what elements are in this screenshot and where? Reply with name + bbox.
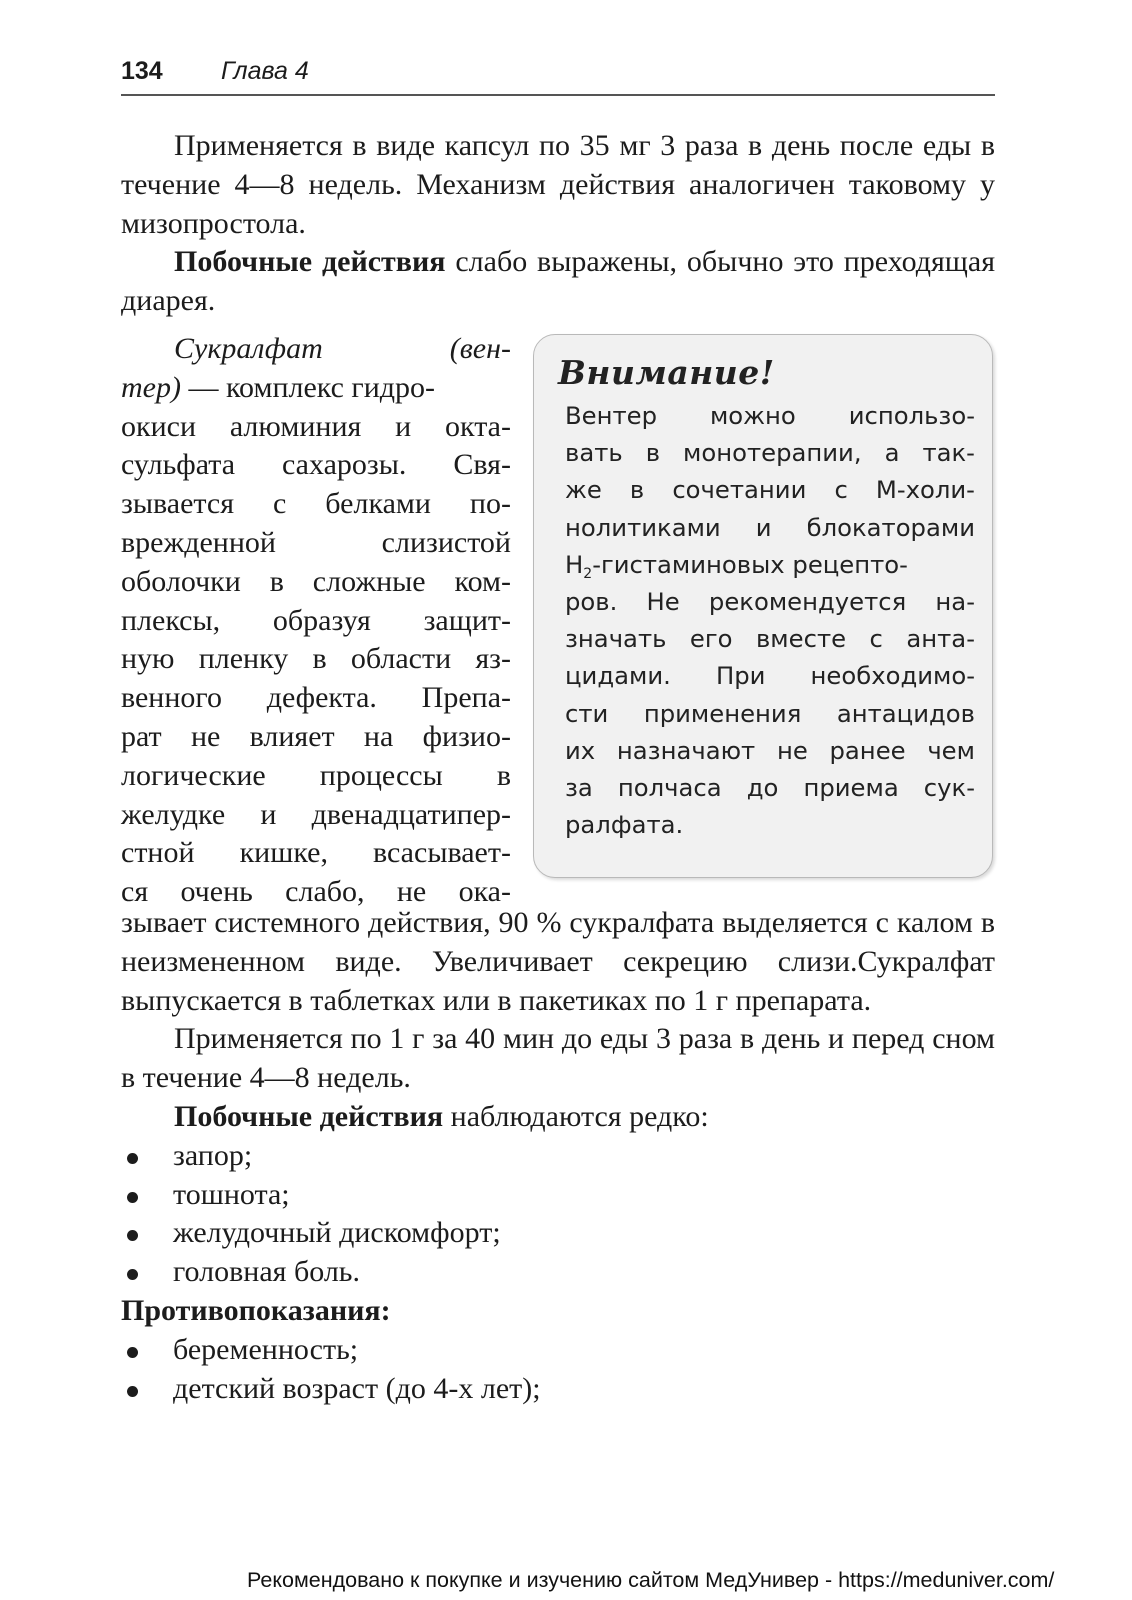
- drug-name: Сукралфат: [174, 332, 323, 365]
- word: в: [269, 564, 284, 598]
- word: же: [565, 475, 602, 505]
- note-line: [565, 471, 975, 508]
- paragraph-dosage: Применяется в виде капсул по 35 мг 3 раза в день после еды в течение 4—8 недель. Механизм действия аналогичен таковому у мизопростола.: [121, 129, 995, 240]
- list-item: [121, 1214, 995, 1253]
- word: не: [396, 875, 427, 909]
- word: в: [496, 758, 511, 792]
- word: сочетании: [672, 475, 807, 505]
- page-number: 134: [121, 57, 163, 85]
- contraindications-list: [121, 1331, 995, 1409]
- word: двенадцатипер-: [311, 797, 511, 831]
- text-line: [121, 679, 511, 718]
- word: с: [834, 475, 848, 505]
- text-line-rest: — комплекс гидро-: [180, 370, 436, 404]
- word: слабо,: [285, 875, 365, 909]
- text-line: [121, 563, 511, 602]
- word: защит-: [423, 603, 511, 637]
- word: рекомендуется: [708, 586, 907, 616]
- word: назначают: [616, 735, 756, 765]
- word: ранее: [829, 735, 906, 765]
- word: так-: [922, 438, 975, 468]
- note-line: [565, 583, 975, 620]
- word: влияет: [249, 719, 335, 753]
- word: на: [363, 719, 394, 753]
- drug-alias-part: (вен-: [449, 332, 511, 365]
- text-line: [121, 640, 511, 679]
- running-head: [121, 52, 995, 96]
- list-item: [121, 1370, 995, 1409]
- paragraph-usage: Применяется по 1 г за 40 мин до еды 3 раза в день и перед сном в течение 4—8 недель.: [121, 1022, 995, 1095]
- text-line: [121, 602, 511, 641]
- word: в: [312, 642, 327, 676]
- word: При: [715, 661, 766, 691]
- word: монотерапии,: [683, 438, 862, 468]
- word: необходимо-: [810, 661, 975, 691]
- list-item: [121, 1253, 995, 1292]
- word: кишке,: [239, 836, 328, 870]
- bullet-icon: [127, 1347, 138, 1358]
- word: всасывает-: [373, 836, 511, 870]
- note-body: [565, 397, 975, 843]
- footer-recommendation: Рекомендовано к покупке и изучению сайтом МедУнивер - https://meduniver.com/: [247, 1568, 1055, 1592]
- word: и: [260, 797, 277, 831]
- text-line: [121, 369, 511, 408]
- list-item-text: головная боль.: [173, 1255, 360, 1289]
- list-item-text: желудочный дискомфорт;: [173, 1216, 501, 1250]
- word: процессы: [319, 758, 443, 792]
- word: а: [884, 438, 900, 468]
- word: ров.: [565, 586, 618, 616]
- bullet-icon: [127, 1192, 138, 1203]
- word: с: [272, 487, 287, 521]
- note-line: [565, 397, 975, 434]
- attention-note: [533, 334, 993, 878]
- sucralfate-description: [121, 330, 511, 912]
- word: яз-: [475, 642, 511, 676]
- note-line: [565, 657, 975, 694]
- word: окта-: [445, 409, 511, 443]
- paragraph-side-effects-2: [121, 1098, 995, 1137]
- word: антацидов: [836, 698, 975, 728]
- word: вместе: [755, 624, 847, 654]
- text-line: [121, 834, 511, 873]
- word: врежденной: [121, 525, 276, 559]
- side-effects-text: слабо выражены, обычно это преходящая диарея.: [121, 245, 995, 318]
- word: полчаса: [617, 772, 722, 802]
- word: ную: [121, 642, 175, 676]
- word: слизистой: [381, 525, 511, 559]
- bullet-icon: [127, 1230, 138, 1241]
- bullet-icon: [127, 1386, 138, 1397]
- word: по-: [469, 487, 511, 521]
- word: и: [395, 409, 412, 443]
- word: использо-: [848, 401, 975, 430]
- note-line-rest: -гистаминовых рецепто-: [592, 549, 908, 579]
- h2-label: H: [565, 549, 584, 579]
- text-line: [121, 718, 511, 757]
- word: в: [629, 475, 645, 505]
- note-line: [565, 695, 975, 732]
- word: области: [350, 642, 452, 676]
- word: приема: [803, 772, 899, 802]
- text-line: [121, 796, 511, 835]
- word: рат: [121, 719, 162, 753]
- h2-subscript: 2: [583, 565, 593, 582]
- word: Не: [646, 586, 680, 616]
- note-title: Внимание!: [558, 353, 775, 392]
- word: значать: [565, 624, 667, 654]
- list-item: [121, 1176, 995, 1215]
- word: сложные: [312, 564, 426, 598]
- paragraph-side-effects: [121, 243, 995, 321]
- note-line: [565, 434, 975, 471]
- list-item: [121, 1137, 995, 1176]
- word: на-: [935, 586, 975, 616]
- word: образуя: [272, 603, 371, 637]
- word: дефекта.: [266, 681, 377, 715]
- list-item-text: беременность;: [173, 1332, 359, 1366]
- side-effects-heading-2: Побочные действия: [174, 1099, 444, 1133]
- text-line: [121, 757, 511, 796]
- word: и: [755, 512, 772, 542]
- note-line: [565, 509, 975, 546]
- list-item-text: запор;: [173, 1138, 253, 1172]
- word: логические: [121, 758, 266, 792]
- word: сук-: [923, 772, 975, 802]
- continuation-text: [121, 904, 995, 1408]
- word: физио-: [422, 719, 511, 753]
- word: за: [565, 772, 593, 802]
- word: сахарозы.: [282, 448, 407, 482]
- note-line: [565, 769, 975, 806]
- word: анта-: [906, 624, 975, 654]
- word: вать: [565, 438, 623, 468]
- text-line: [121, 330, 511, 369]
- contraindications-heading: Противопоказания:: [121, 1293, 391, 1327]
- word: Препа-: [421, 681, 511, 715]
- word: Свя-: [453, 448, 511, 482]
- word: окиси: [121, 409, 196, 443]
- word: белками: [325, 487, 431, 521]
- intro-text: [121, 127, 995, 321]
- word: ком-: [454, 564, 511, 598]
- word: М-холи-: [875, 475, 975, 505]
- word: ся: [121, 875, 149, 909]
- word: до: [746, 772, 779, 802]
- word: чем: [927, 735, 975, 765]
- word: с: [869, 624, 883, 654]
- word: алюминия: [229, 409, 362, 443]
- word: не: [776, 735, 808, 765]
- text-line: [121, 524, 511, 563]
- word: блокаторами: [806, 512, 975, 542]
- text-line: [121, 408, 511, 447]
- list-item: [121, 1331, 995, 1370]
- text-lines: [121, 408, 511, 912]
- word: зывается: [121, 487, 234, 521]
- word: очень: [180, 875, 253, 909]
- word: сти: [565, 698, 609, 728]
- note-line: ралфата.: [565, 810, 684, 840]
- note-line: [565, 546, 975, 583]
- word: оболочки: [121, 564, 241, 598]
- word: венного: [121, 681, 222, 715]
- word: можно: [709, 401, 796, 430]
- word: стной: [121, 836, 195, 870]
- word: их: [565, 735, 596, 765]
- word: плексы,: [121, 603, 221, 637]
- bullet-icon: [127, 1153, 138, 1164]
- word: в: [645, 438, 661, 468]
- note-line: [565, 732, 975, 769]
- word: желудке: [121, 797, 226, 831]
- list-item-text: детский возраст (до 4-х лет);: [173, 1371, 541, 1405]
- word: его: [689, 624, 733, 654]
- side-effects-heading: Побочные действия: [174, 245, 446, 279]
- list-item-text: тошнота;: [173, 1177, 290, 1211]
- word: применения: [643, 698, 802, 728]
- word: цидами.: [565, 661, 671, 691]
- note-line: [565, 620, 975, 657]
- word: пленку: [198, 642, 289, 676]
- word: Вентер: [565, 401, 658, 430]
- text-line: [121, 446, 511, 485]
- drug-alias-end: тер): [121, 370, 181, 404]
- side-effects-list: [121, 1137, 995, 1292]
- word: не: [190, 719, 221, 753]
- paragraph-continuation: зывает системного действия, 90 % сукралфата выделяется с калом в неизмененном виде. Увеличивает секрецию слизи.Сукралфат выпускается в таблетках или в пакетиках по 1 г препарата.: [121, 906, 995, 1017]
- text-line: [121, 485, 511, 524]
- word: нолитиками: [565, 512, 721, 542]
- chapter-title: Глава 4: [221, 57, 309, 85]
- word: ока-: [458, 875, 511, 909]
- side-effects-intro: наблюдаются редко:: [443, 1099, 709, 1133]
- word: сульфата: [121, 448, 236, 482]
- bullet-icon: [127, 1269, 138, 1280]
